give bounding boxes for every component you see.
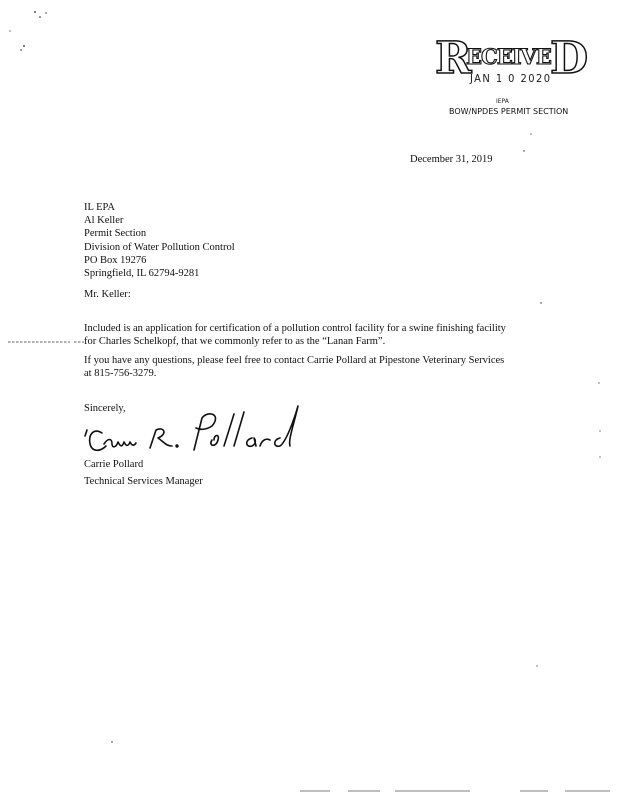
letter-date: December 31, 2019: [410, 154, 493, 165]
svg-text:D: D: [550, 33, 589, 84]
address-line: Permit Section: [84, 228, 147, 240]
svg-text:ECEIVE: ECEIVE: [466, 44, 551, 69]
stamp-section: BOW/NPDES PERMIT SECTION: [449, 107, 569, 116]
received-stamp-logo: [432, 33, 589, 98]
closing: Sincerely,: [84, 403, 126, 414]
stamp-code: IEPA: [496, 98, 509, 105]
salutation: Mr. Keller:: [84, 289, 131, 300]
address-line: Al Keller: [84, 215, 124, 227]
svg-text:R: R: [435, 33, 472, 84]
body-paragraph: If you have any questions, please feel free to contact Carrie Pollard at Pipestone Veterinary Services at 815-756-3279.: [84, 355, 505, 379]
address-line: PO Box 19276: [84, 254, 147, 266]
signer-name: Carrie Pollard: [84, 459, 144, 470]
address-line: Division of Water Pollution Control: [84, 241, 235, 253]
signer-title: Technical Services Manager: [84, 476, 203, 487]
body-paragraph: Included is an application for certification of a pollution control facility for a swine finishing facility for Charles Schelkopf, that we commonly refer to as the “Lanan Farm”.: [84, 323, 506, 347]
address-line: IL EPA: [84, 202, 116, 213]
handwritten-signature: [84, 400, 314, 458]
stamp-date: JAN 1 0 2020: [470, 72, 552, 85]
recipient-address: [84, 201, 235, 280]
received-stamp: [432, 33, 589, 128]
address-line: Springfield, IL 62794-9281: [84, 268, 200, 280]
